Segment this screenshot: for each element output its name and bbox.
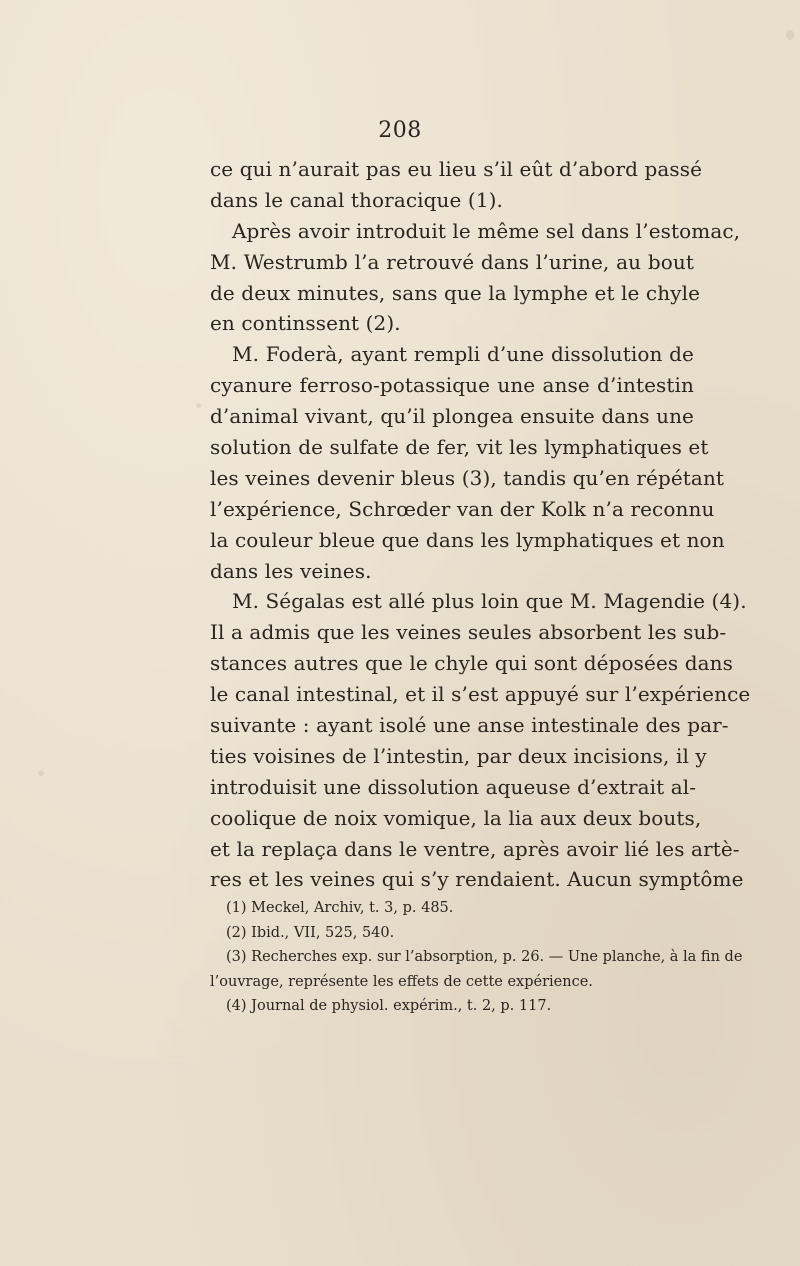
text-line: cyanure ferroso-potassique une anse d’intestin [210,373,694,398]
text-line: dans les veines. [210,558,372,583]
paper-stain [196,403,201,408]
text-line: ties voisines de l’intestin, par deux incisions, il y [210,743,707,768]
text-line: et la replaça dans le ventre, après avoir lié les artè- [210,836,740,861]
text-line: ce qui n’aurait pas eu lieu s’il eût d’abord passé [210,157,703,181]
text-line: dans le canal thoracique (1). [210,187,504,212]
text-line: la couleur bleue que dans les lymphatiques et non [210,527,725,552]
text-line: solution de sulfate de fer, vit les lymphatiques et [210,435,709,460]
footnote-line: (3) Recherches exp. sur l’absorption, p. 26. — Une planche, à la fin de [226,949,743,965]
text-line: stances autres que le chyle qui sont déposées dans [210,651,733,676]
footnotes [210,896,743,1019]
footnote-line: (1) Meckel, Archiv, t. 3, p. 485. [226,900,454,916]
text-line: Il a admis que les veines seules absorbent les sub- [210,620,727,645]
text-line: M. Westrumb l’a retrouvé dans l’urine, au bout [210,249,694,274]
page-number: 208 [378,118,422,143]
footnote-line: (4) Journal de physiol. expérim., t. 2, p. 117. [226,998,552,1014]
paper-stain [38,770,44,776]
text-line: res et les veines qui s’y rendaient. Aucun symptôme [210,867,744,892]
text-line: d’animal vivant, qu’il plongea ensuite dans une [210,404,694,429]
body-text [210,154,751,895]
text-line: de deux minutes, sans que la lymphe et le chyle [210,280,701,305]
text-line: introduisit une dissolution aqueuse d’extrait al- [210,774,697,799]
footnote-line: (2) Ibid., VII, 525, 540. [226,924,395,941]
text-line: M. Foderà, ayant rempli d’une dissolution de [232,342,694,367]
paper-stain [786,30,794,40]
text-line: coolique de noix vomique, la lia aux deux bouts, [210,805,702,830]
text-line: le canal intestinal, et il s’est appuyé sur l’expérience [210,682,751,707]
text-line: en continssent (2). [210,311,401,336]
text-line: les veines devenir bleus (3), tandis qu’en répétant [210,465,725,490]
footnote-line: l’ouvrage, représente les effets de cette expérience. [210,973,593,990]
text-line: M. Ségalas est allé plus loin que M. Magendie (4). [232,589,747,614]
text-line: Après avoir introduit le même sel dans l’estomac, [232,218,741,243]
text-line: l’expérience, Schrœder van der Kolk n’a reconnu [210,496,715,521]
text-line: suivante : ayant isolé une anse intestinale des par- [210,713,729,738]
